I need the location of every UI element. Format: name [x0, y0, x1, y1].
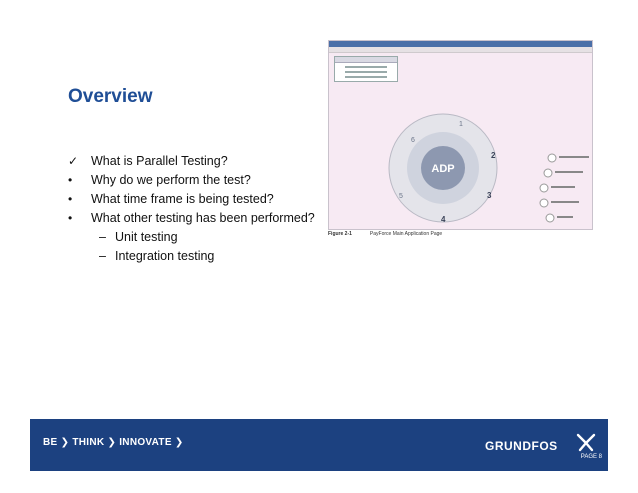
screenshot-info-panel: [334, 56, 398, 82]
process-wheel-diagram: [381, 106, 511, 226]
bullet-dot-icon: •: [68, 192, 73, 206]
bullet-dot-icon: •: [68, 211, 73, 225]
step-number: 2: [491, 151, 496, 160]
sub-bullet-text: Integration testing: [115, 249, 215, 263]
dash-icon: –: [99, 249, 106, 263]
step-number: 5: [399, 193, 403, 200]
sub-bullet-text: Unit testing: [115, 230, 178, 244]
application-screenshot: [328, 40, 593, 230]
step-number: 3: [487, 191, 492, 200]
caption-text: PayForce Main Application Page: [369, 231, 443, 237]
bullet-item: [68, 190, 338, 209]
check-icon: ✓: [68, 154, 79, 168]
step-number: 6: [411, 137, 415, 144]
caption-figure-number: Figure 2-1: [328, 231, 352, 237]
brand-logo-text: GRUNDFOS: [485, 439, 558, 453]
bullet-item: [68, 152, 338, 171]
slide-title: Overview: [68, 86, 153, 107]
page-number: PAGE 8: [580, 454, 602, 460]
side-menu-icons: [534, 151, 592, 229]
footer-bar: [30, 419, 608, 471]
screenshot-menubar: [329, 47, 592, 53]
figure-caption: [328, 231, 442, 237]
bullet-text: Why do we perform the test?: [91, 173, 251, 187]
grundfos-logo-icon: [576, 432, 596, 452]
bullet-text: What is Parallel Testing?: [91, 154, 228, 168]
bullet-text: What time frame is being tested?: [91, 192, 274, 206]
dash-icon: –: [99, 230, 106, 244]
sub-bullet-item: [68, 228, 338, 247]
bullet-list: [68, 152, 338, 266]
sub-bullet-item: [68, 247, 338, 266]
bullet-text: What other testing has been performed?: [91, 211, 315, 225]
step-number: 4: [441, 215, 446, 224]
footer-slogan: BE ❯ THINK ❯ INNOVATE ❯: [43, 437, 184, 448]
bullet-item: [68, 209, 338, 228]
bullet-item: [68, 171, 338, 190]
center-logo: ADP: [431, 163, 455, 175]
step-number: 1: [459, 121, 463, 128]
bullet-dot-icon: •: [68, 173, 73, 187]
